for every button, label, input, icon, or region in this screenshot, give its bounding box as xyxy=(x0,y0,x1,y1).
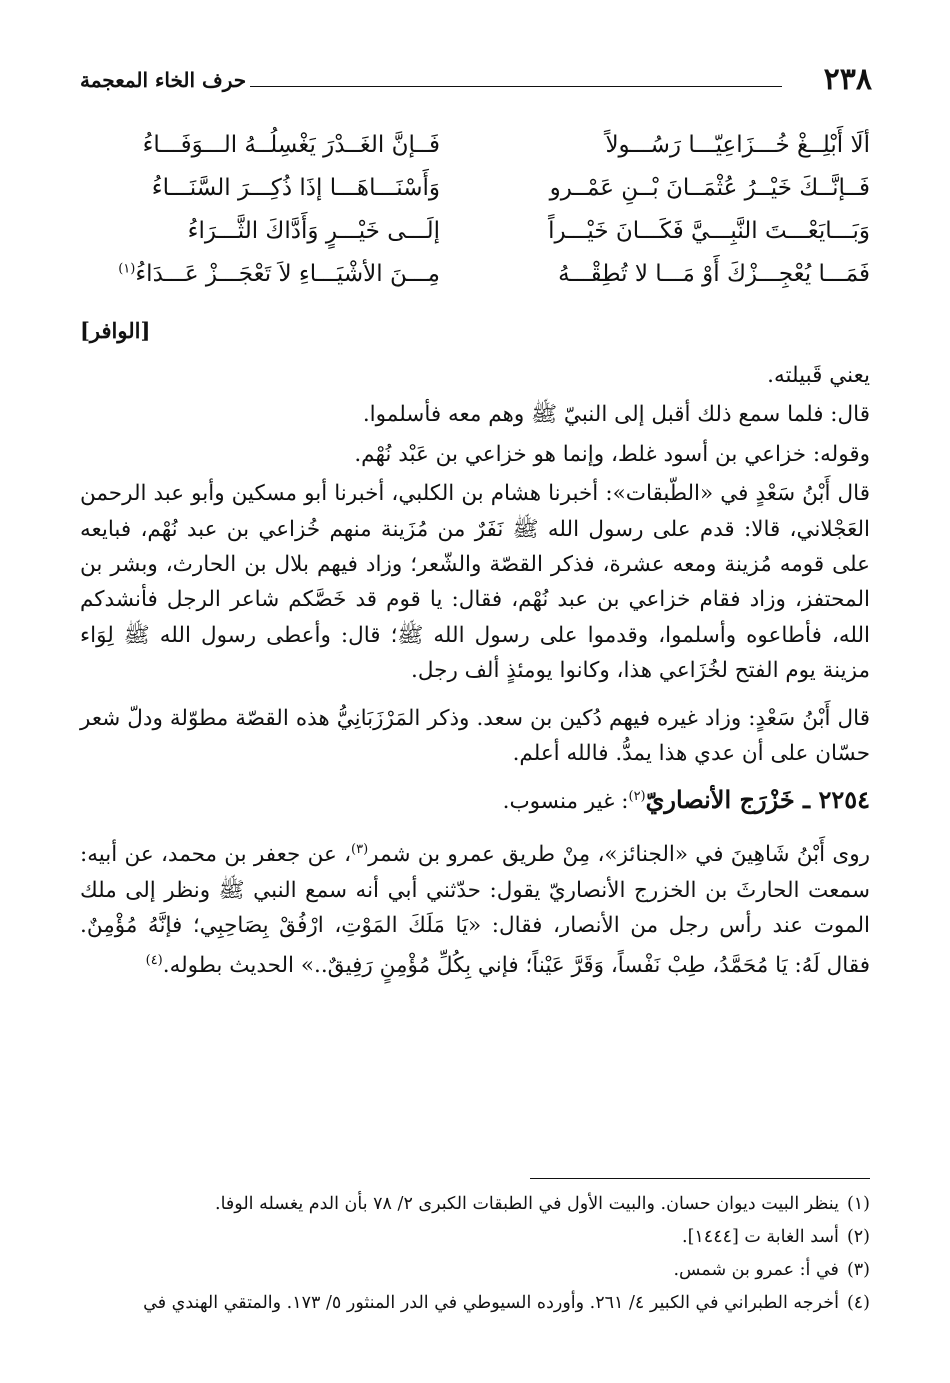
footnote-ref-2[interactable]: (٢) xyxy=(628,789,646,805)
paragraph-text: روى أَبْنُ شَاهِينَ في «الجنائز»، مِنْ طريق عمرو بن شمر xyxy=(368,842,870,868)
footnote xyxy=(80,1287,870,1320)
footnote-text: أخرجه الطبراني في الكبير ٤/ ٢٦١. وأورده السيوطي في الدر المنثور ٥/ ١٧٣. والمتقي الهندي في xyxy=(143,1293,839,1313)
hemistich-first: فَمَـــا يُعْجِـــزْكَ أَوْ مَـــا لا تُطِقْـــهُ xyxy=(558,261,870,287)
entry-number: ٢٢٥٤ xyxy=(818,785,870,815)
running-title: حرف الخاء المعجمة xyxy=(80,68,247,92)
footnote-ref-1[interactable]: (١) xyxy=(118,261,136,277)
hemistich-second: وَأَسْنَـــاهَـــا إذَا ذُكِـــرَ السَّنَـــاءُ xyxy=(151,175,440,201)
footnote xyxy=(80,1188,870,1221)
footnote xyxy=(80,1221,870,1254)
footnote-number: (٢) xyxy=(846,1227,870,1247)
poetic-meter: [الوافر] xyxy=(80,318,151,343)
hemistich-second xyxy=(80,261,440,287)
paragraph: يعني قَبيلته. xyxy=(767,363,870,388)
hemistich-text: مِـــنَ الأشْيَـــاءِ لاَ تَعْجَـــزْ عَـــدَاءُ xyxy=(135,261,440,287)
footnotes xyxy=(80,1188,870,1320)
footnote-ref-4[interactable]: (٤) xyxy=(145,953,163,969)
entry-separator: ـ xyxy=(794,785,819,815)
paragraph: وقوله: خزاعي بن أسود غلط، وإنما هو خزاعي بن عَبْد نُهْم. xyxy=(354,441,870,467)
footnote-separator xyxy=(530,1178,870,1179)
entry-heading xyxy=(80,779,870,820)
hemistich-second: فَــإنَّ الغَــدْرَ يَغْسِلُــهُ الـــوَفَـــاءُ xyxy=(142,132,440,158)
verse xyxy=(80,218,870,258)
entry-description: : غير منسوب. xyxy=(502,789,629,815)
footnote-number: (٣) xyxy=(846,1260,870,1280)
footnote xyxy=(80,1254,870,1287)
body-text xyxy=(80,358,870,984)
header-rule xyxy=(250,86,782,87)
hemistich-second: إلَـــى خَيْـــرٍ وَأَدَّاكَ الثَّـــرَاءُ xyxy=(187,218,440,244)
verse xyxy=(80,132,870,172)
hemistich-first: ألَا أَبْلِــغْ خُـــزَاعِيّـــا رَسُـــولاً xyxy=(605,132,870,158)
footnote-text: ينظر البيت ديوان حسان. والبيت الأول في الطبقات الكبرى ٢/ ٧٨ بأن الدم يغسله الوفا. xyxy=(215,1194,839,1214)
footnote-text: أسد الغابة ت [١٤٤٤]. xyxy=(682,1227,839,1247)
page-header xyxy=(80,62,872,102)
paragraph: قال أَبْنُ سَعْدٍ في «الطّبقات»: أخبرنا هشام بن الكلبي، أخبرنا أبو مسكين وأبو عبد الرحمن العَجْلاني، قالا: قدم على رسول الله ﷺ نَفَرٌ من مُزَينة منهم خُزاعي بن عبد نُهْم، فبايعه على قومه مُزينة ومعه عشرة، فذكر القصّة والشّعر؛ وزاد فيهم بلال بن الحارث، وبشر بن المحتفز، وزاد فقام خزاعي بن عبد نُهْم، فقال: يا قوم قد خَصَّكم شاعر الرجل فأنشدكم الله، فأطاعوه وأسلموا، وقدموا على رسول الله ﷺ؛ قال: وأعطى رسول الله ﷺ لِوَاء مزينة يوم الفتح لخُزَاعي هذا، وكانوا يومئذٍ ألف رجل. xyxy=(80,481,870,684)
verse xyxy=(80,175,870,215)
footnote-ref-3[interactable]: (٣) xyxy=(351,842,369,858)
paragraph-text: ، عن جعفر بن محمد، عن أبيه: سمعت الحارثَ بن الخزرج الأنصاريّ يقول: حدّثني أبي أنه سمع النبي ﷺ ونظر إلى ملك الموت عند رأس رجل من الأنصار، فقال: «يَا مَلَكَ المَوْتِ، ارْفُقْ بِصَاحِبِي؛ فإنَّهُ مُؤْمِنٌ. فقال لَهُ: يَا مُحَمَّدُ، طِبْ نَفْساً، وَقَرَّ عَيْناً؛ فإني بِكُلِّ مُؤْمِنٍ رَفِيقٌ..» الحديث بطوله. xyxy=(80,842,870,979)
footnote-text: في أ: عمرو بن شمس. xyxy=(673,1260,839,1280)
footnote-number: (١) xyxy=(846,1194,870,1214)
page-number: ٢٣٨ xyxy=(823,62,872,97)
poem xyxy=(80,132,870,302)
paragraph: قال أَبْنُ سَعْدٍ: وزاد غيره فيهم دُكين بن سعد. وذكر المَرْزَبَانِيُّ هذه القصّة مطوّلة ودلّ شعر حسّان على أن عدي هذا يمدُّ. فالله أعلم. xyxy=(80,705,870,767)
paragraph xyxy=(80,832,870,984)
hemistich-first: فَــإنَّــكَ خَيْــرُ عُثْمَــانَ بْــنِ عَمْــرو xyxy=(549,175,870,201)
footnote-number: (٤) xyxy=(846,1293,870,1313)
entry-title: خَزْرَج الأنصاريّ xyxy=(645,785,795,815)
verse xyxy=(80,261,870,301)
paragraph: قال: فلما سمع ذلك أقبل إلى النبيّ ﷺ وهم معه فأسلموا. xyxy=(362,402,870,428)
hemistich-first: وَبَـــايَعْـــتَ النَّبِـــيَّ فَكَـــانَ خَيْـــراً xyxy=(548,218,870,244)
